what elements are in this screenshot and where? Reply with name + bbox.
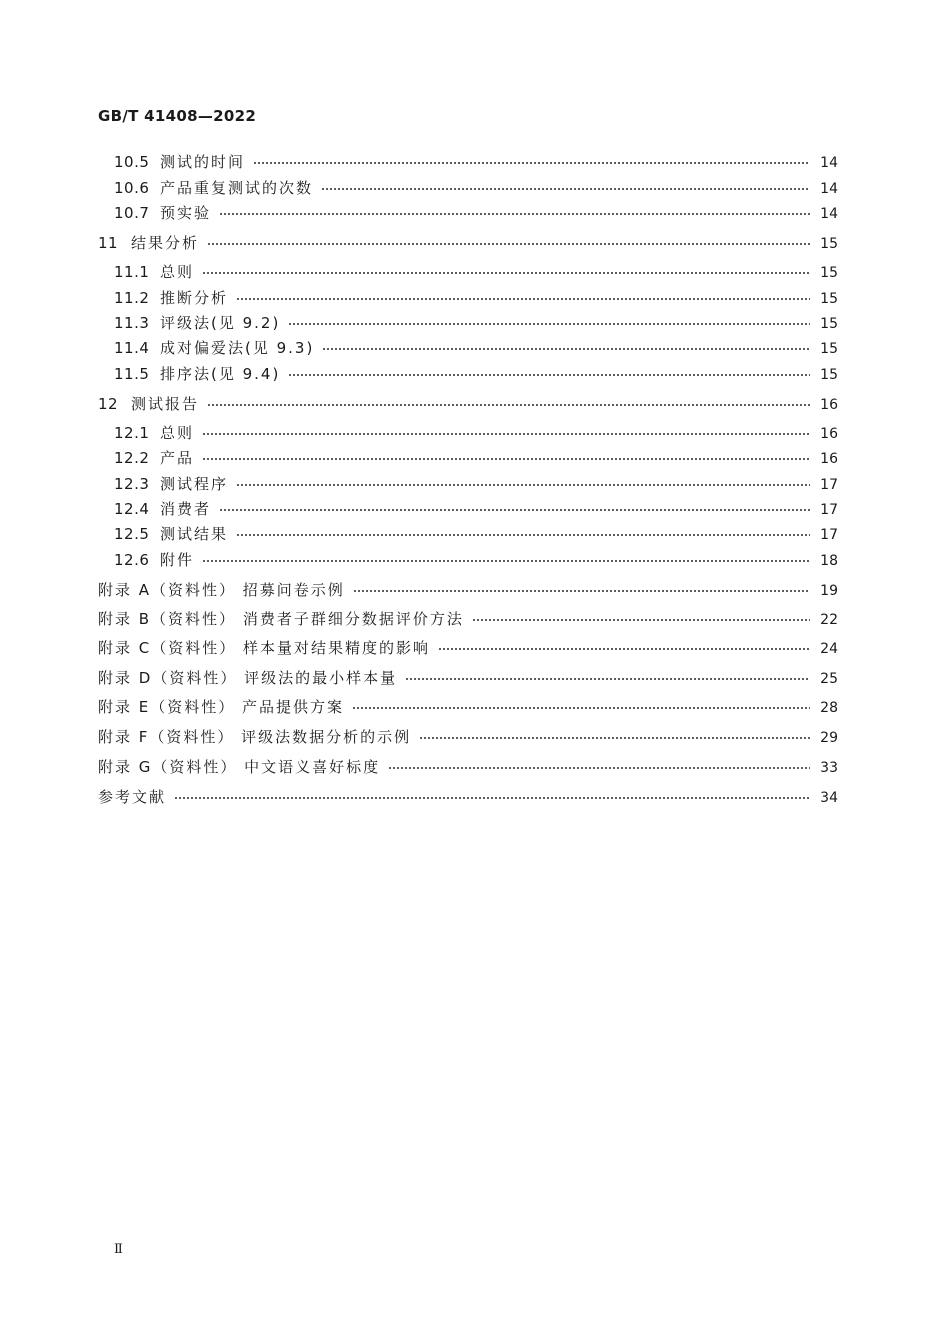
toc-entry-page: 33 [820,760,838,776]
toc-entry-page: 16 [820,397,838,413]
toc-entry-page: 15 [820,291,838,307]
toc-dot-leader [322,348,810,350]
toc-entry[interactable] [114,499,838,519]
toc-entry-page: 17 [820,527,838,543]
toc-dot-leader [207,404,810,406]
toc-entry-title: 测试程序 [160,475,229,493]
toc-entry-title: 附录 E（资料性） 产品提供方案 [98,698,345,716]
toc-entry-page: 16 [820,451,838,467]
toc-entry[interactable] [98,697,838,717]
toc-entry-page: 29 [820,730,838,746]
toc-dot-leader [202,433,810,435]
toc-dot-leader [288,323,810,325]
toc-entry[interactable] [98,638,838,658]
toc-entry[interactable] [114,423,838,443]
document-header-code: GB/T 41408—2022 [98,107,257,125]
toc-dot-leader [353,590,810,592]
toc-entry-page: 17 [820,502,838,518]
toc-dot-leader [472,619,810,621]
toc-entry[interactable] [98,609,838,629]
toc-entry-title: 测试结果 [160,525,229,543]
toc-entry-number: 12.6 [114,551,150,569]
toc-entry[interactable] [114,288,838,308]
toc-entry[interactable] [114,550,838,570]
toc-entry-title: 产品 [160,449,195,467]
toc-entry-title: 测试的时间 [160,153,246,171]
toc-entry[interactable] [98,787,838,807]
toc-entry-page: 19 [820,583,838,599]
toc-entry-number: 12.5 [114,525,150,543]
toc-entry-title: 排序法(见 9.4) [160,365,281,383]
toc-entry-title: 附录 G（资料性） 中文语义喜好标度 [98,758,381,776]
toc-entry-title: 预实验 [160,204,212,222]
toc-entry[interactable] [98,727,838,747]
toc-dot-leader [438,648,810,650]
toc-dot-leader [202,458,810,460]
toc-entry[interactable] [114,262,838,282]
toc-dot-leader [288,374,810,376]
toc-entry-page: 14 [820,155,838,171]
toc-dot-leader [219,213,810,215]
toc-entry-title: 成对偏爱法(见 9.3) [160,339,315,357]
toc-entry-title: 结果分析 [131,234,200,252]
toc-entry-number: 11.2 [114,289,150,307]
toc-dot-leader [321,188,810,190]
toc-dot-leader [219,509,810,511]
toc-entry-title: 评级法(见 9.2) [160,314,281,332]
toc-entry-number: 11.4 [114,339,150,357]
toc-dot-leader [419,737,810,739]
toc-entry[interactable] [98,668,838,688]
toc-entry-title: 总则 [160,263,195,281]
toc-entry-page: 17 [820,477,838,493]
toc-entry[interactable] [114,178,838,198]
toc-entry[interactable] [114,203,838,223]
toc-entry-page: 14 [820,181,838,197]
toc-entry-number: 12.3 [114,475,150,493]
toc-entry-page: 15 [820,341,838,357]
toc-entry-number: 10.6 [114,179,150,197]
toc-entry[interactable] [114,364,838,384]
toc-entry-number: 11 [98,234,119,252]
toc-dot-leader [388,767,810,769]
toc-entry-title: 附录 D（资料性） 评级法的最小样本量 [98,669,398,687]
toc-entry[interactable] [98,580,838,600]
toc-entry-page: 15 [820,367,838,383]
toc-entry-number: 12.4 [114,500,150,518]
toc-dot-leader [207,243,810,245]
toc-entry[interactable] [114,474,838,494]
toc-dot-leader [174,797,810,799]
toc-entry[interactable] [98,233,838,253]
toc-dot-leader [236,484,810,486]
toc-entry[interactable] [114,152,838,172]
toc-entry-title: 附录 F（资料性） 评级法数据分析的示例 [98,728,412,746]
toc-dot-leader [236,534,810,536]
toc-entry[interactable] [98,757,838,777]
toc-dot-leader [253,162,810,164]
toc-dot-leader [202,272,810,274]
toc-entry-page: 14 [820,206,838,222]
toc-entry-title: 总则 [160,424,195,442]
toc-entry-title: 推断分析 [160,289,229,307]
toc-entry-page: 16 [820,426,838,442]
toc-entry[interactable] [114,338,838,358]
toc-entry-page: 28 [820,700,838,716]
page-number: Ⅱ [114,1242,123,1257]
toc-entry-page: 34 [820,790,838,806]
toc-entry[interactable] [114,524,838,544]
toc-entry-number: 11.3 [114,314,150,332]
toc-dot-leader [202,560,810,562]
toc-entry-number: 11.1 [114,263,150,281]
toc-entry-number: 10.5 [114,153,150,171]
toc-entry-page: 15 [820,236,838,252]
toc-entry-title: 产品重复测试的次数 [160,179,314,197]
toc-entry-number: 11.5 [114,365,150,383]
toc-entry-title: 参考文献 [98,788,167,806]
toc-entry-page: 18 [820,553,838,569]
toc-entry-title: 附录 B（资料性） 消费者子群细分数据评价方法 [98,610,464,628]
toc-dot-leader [236,298,810,300]
toc-entry[interactable] [98,394,838,414]
toc-entry-title: 测试报告 [131,395,200,413]
toc-entry-number: 12.2 [114,449,150,467]
toc-entry-title: 附件 [160,551,195,569]
toc-entry-title: 附录 A（资料性） 招募问卷示例 [98,581,345,599]
toc-entry-page: 24 [820,641,838,657]
toc-entry-page: 15 [820,316,838,332]
toc-entry-title: 附录 C（资料性） 样本量对结果精度的影响 [98,639,431,657]
toc-entry-page: 22 [820,612,838,628]
toc-dot-leader [352,707,810,709]
toc-entry[interactable] [114,448,838,468]
toc-entry-number: 12 [98,395,119,413]
toc-entry[interactable] [114,313,838,333]
toc-entry-number: 12.1 [114,424,150,442]
toc-entry-page: 15 [820,265,838,281]
toc-dot-leader [405,678,810,680]
toc-entry-page: 25 [820,671,838,687]
toc-entry-title: 消费者 [160,500,212,518]
toc-entry-number: 10.7 [114,204,150,222]
